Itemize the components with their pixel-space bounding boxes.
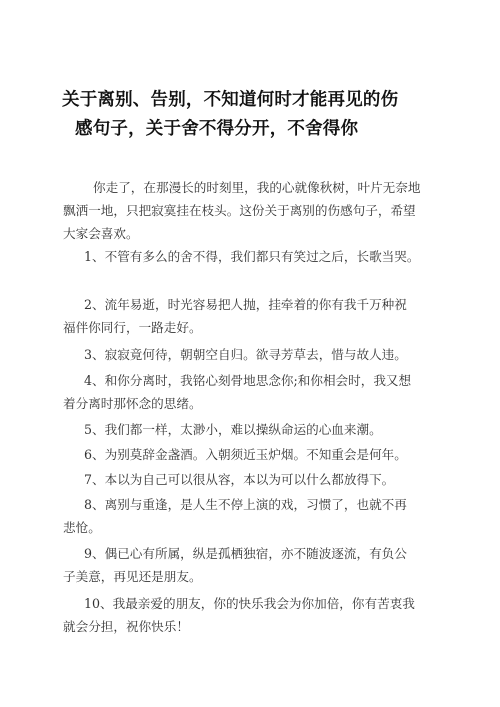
- list-item-4: [63, 369, 466, 415]
- list-item-line: 10、我最亲爱的朋友，你的快乐我会为你加倍，你有苦衷我: [84, 596, 415, 611]
- list-item-line: 子美意，再见还是朋友。: [63, 569, 202, 584]
- list-item-line: 着分离时那怀念的思绪。: [63, 396, 202, 411]
- list-item-line: 2、流年易逝，时光容易把人抛，挂牵着的你有我千万种祝: [84, 297, 407, 312]
- title-line-2: 感句子，关于舍不得分开，不舍得你: [75, 119, 359, 139]
- intro-line-3: 大家会喜欢。: [63, 226, 139, 241]
- list-item-line: 悲怆。: [63, 520, 101, 535]
- list-item-line: 7、本以为自己可以很从容，本以为可以什么都放得下。: [84, 472, 395, 487]
- list-item-8: [63, 493, 466, 539]
- list-item-7: [63, 468, 466, 491]
- list-item-line: 8、离别与重逢，是人生不停上演的戏，习惯了，也就不再: [84, 497, 407, 512]
- list-item-line: 就会分担，祝你快乐！: [63, 619, 189, 634]
- list-item-line: 5、我们都一样，太渺小，难以操纵命运的心血来潮。: [84, 422, 382, 437]
- title-line-1: 关于离别、告别，不知道何时才能再见的伤: [62, 90, 399, 110]
- list-item-3: [63, 343, 466, 366]
- list-item-line: 4、和你分离时，我铭心刻骨地思念你;和你相会时，我又想: [84, 373, 412, 388]
- list-item-5: [63, 418, 466, 441]
- list-item-9: [63, 542, 466, 588]
- list-item-line: 1、不管有多么的舍不得，我们都只有笑过之后，长歌当哭。: [84, 249, 420, 264]
- list-item-line: 福伴你同行，一路走好。: [63, 320, 202, 335]
- list-item-6: [63, 443, 466, 466]
- list-item-line: 3、寂寂竟何待，朝朝空自归。欲寻芳草去，惜与故人违。: [84, 347, 407, 362]
- list-item-2: [63, 293, 466, 339]
- intro-line-2: 飘洒一地，只把寂寞挂在枝头。这份关于离别的伤感句子，希望: [63, 203, 416, 218]
- intro-paragraph: [63, 176, 475, 245]
- list-item-1: [63, 245, 466, 268]
- list-item-line: 9、偶已心有所属，纵是孤栖独宿，亦不随波逐流，有负公: [84, 546, 407, 561]
- article-title: [62, 86, 442, 144]
- list-item-line: 6、为别莫辞金盏酒。入朝须近玉炉烟。不知重会是何年。: [84, 447, 407, 462]
- intro-line-1: 你走了，在那漫长的时刻里，我的心就像秋树，叶片无奈地: [93, 180, 421, 195]
- list-item-10: [63, 592, 466, 638]
